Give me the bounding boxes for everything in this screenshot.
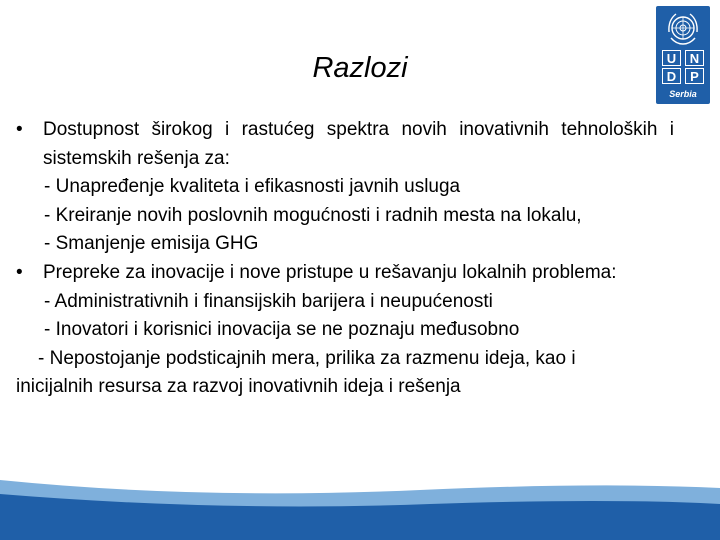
footer-wave (0, 460, 720, 540)
logo-country: Serbia (669, 89, 697, 99)
bullet-item (16, 116, 674, 173)
bullet-text: Prepreke za inovacije i nove pristupe u rešavanju lokalnih problema: (43, 261, 617, 283)
slide-title: Razlozi (312, 52, 408, 84)
sub-item: - Administrativnih i finansijskih barijera i neupućenosti (44, 290, 493, 312)
bullet-item (16, 259, 674, 288)
sub-item-continuation: inicijalnih resursa za razvoj inovativnih ideja i rešenja (16, 376, 461, 398)
logo-letter: P (685, 68, 704, 84)
logo-letter: N (685, 50, 704, 66)
bullet-icon: • (16, 261, 23, 283)
sub-item: - Inovatori i korisnici inovacija se ne poznaju međusobno (44, 319, 520, 341)
un-emblem-icon (664, 10, 702, 48)
logo-letter: D (662, 68, 681, 84)
logo-letter: U (662, 50, 681, 66)
sub-item: - Nepostojanje podsticajnih mera, prilika za razmenu ideja, kao i (38, 347, 576, 369)
bullet-icon: • (16, 119, 23, 140)
sub-item: - Kreiranje novih poslovnih mogućnosti i radnih mesta na lokalu, (44, 204, 582, 226)
sub-item: - Smanjenje emisija GHG (44, 233, 259, 255)
bullet-text: Dostupnost širokog i rastućeg spektra novih inovativnih tehnoloških i sistemskih rešenja za: (43, 119, 674, 169)
slide-body (16, 116, 674, 402)
sub-item: - Unapređenje kvaliteta i efikasnosti javnih usluga (44, 176, 461, 198)
